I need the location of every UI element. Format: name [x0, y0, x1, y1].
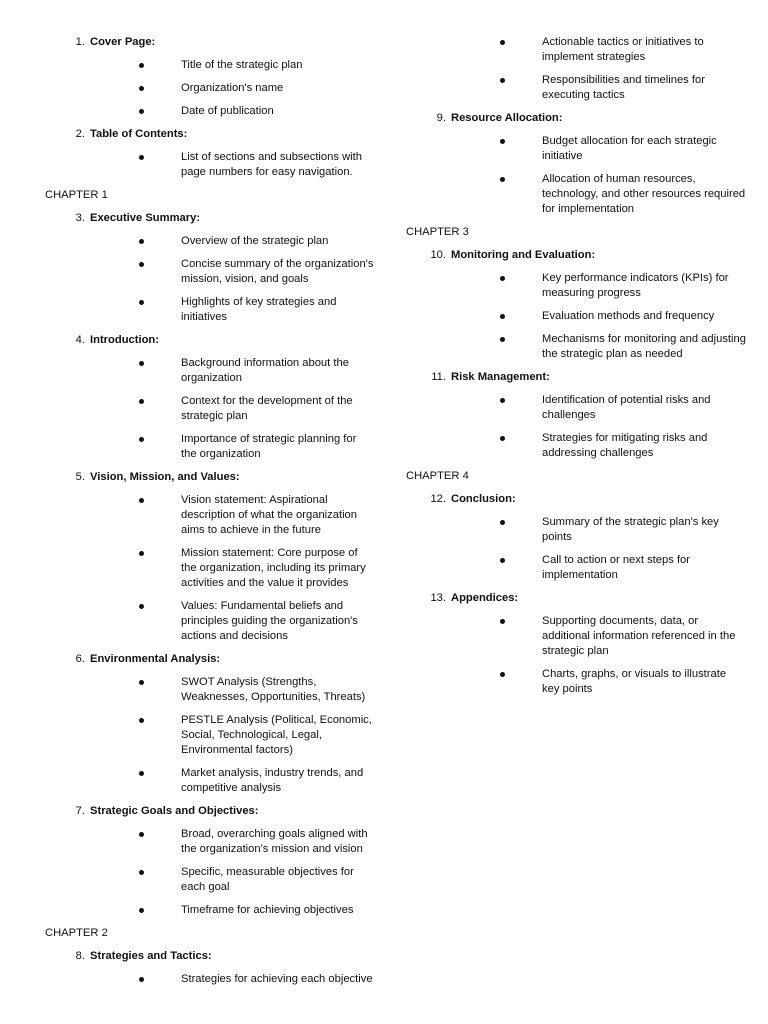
chapter-heading: CHAPTER 2	[45, 927, 108, 939]
bullet-item: Actionable tactics or initiatives to implement strategies	[497, 35, 746, 65]
section-risk-management	[406, 370, 746, 461]
bullet-item: Broad, overarching goals aligned with the organization's mission and vision	[136, 827, 375, 857]
section-number: 1.	[75, 36, 85, 48]
bullet-item: Evaluation methods and frequency	[497, 309, 746, 324]
section-appendices	[406, 591, 746, 697]
section-number: 7.	[75, 805, 85, 817]
section-title: Vision, Mission, and Values:	[90, 471, 240, 483]
bullet-item: Overview of the strategic plan	[136, 234, 375, 249]
bullet-item: Background information about the organization	[136, 356, 375, 386]
bullet-item: Strategies for achieving each objective	[136, 972, 375, 987]
section-number: 12.	[430, 493, 446, 505]
section-title: Executive Summary:	[90, 212, 201, 224]
bullet-item: Concise summary of the organization's mission, vision, and goals	[136, 257, 375, 287]
bullet-list	[90, 827, 375, 918]
section-title: Cover Page:	[90, 36, 156, 48]
bullet-list	[451, 271, 746, 362]
bullet-list	[90, 972, 375, 987]
section-title: Resource Allocation:	[451, 112, 563, 124]
bullet-list	[90, 675, 375, 796]
bullet-item: Mission statement: Core purpose of the organization, including its primary activities and the value it provides	[136, 546, 375, 591]
bullet-list	[90, 234, 375, 325]
section-number: 13.	[430, 592, 446, 604]
bullet-item: Allocation of human resources, technology, and other resources required for implementation	[497, 172, 746, 217]
chapter-heading: CHAPTER 3	[406, 226, 469, 238]
bullet-item: Strategies for mitigating risks and addressing challenges	[497, 431, 746, 461]
bullet-item: List of sections and subsections with page numbers for easy navigation.	[136, 150, 375, 180]
bullet-item: Budget allocation for each strategic initiative	[497, 134, 746, 164]
chapter-heading: CHAPTER 1	[45, 189, 108, 201]
section-number: 9.	[436, 112, 446, 124]
section-title: Strategies and Tactics:	[90, 950, 212, 962]
bullet-list	[451, 134, 746, 217]
bullet-item: Market analysis, industry trends, and competitive analysis	[136, 766, 375, 796]
bullet-item: Date of publication	[136, 104, 375, 119]
section-number: 10.	[430, 249, 446, 261]
bullet-item: SWOT Analysis (Strengths, Weaknesses, Opportunities, Threats)	[136, 675, 375, 705]
bullet-list	[451, 614, 746, 697]
bullet-item: Summary of the strategic plan's key points	[497, 515, 746, 545]
bullet-item: Title of the strategic plan	[136, 58, 375, 73]
section-conclusion	[406, 492, 746, 583]
section-title: Risk Management:	[451, 371, 550, 383]
section-title: Environmental Analysis:	[90, 653, 221, 665]
section-cover-page	[45, 35, 375, 119]
bullet-item: Vision statement: Aspirational description of what the organization aims to achieve in the future	[136, 493, 375, 538]
section-continuation	[406, 35, 746, 103]
section-title: Table of Contents:	[90, 128, 188, 140]
section-title: Conclusion:	[451, 493, 516, 505]
right-column	[406, 35, 746, 705]
bullet-list	[90, 58, 375, 119]
section-number: 3.	[75, 212, 85, 224]
bullet-list	[90, 150, 375, 180]
bullet-item: PESTLE Analysis (Political, Economic, Social, Technological, Legal, Environmental factors)	[136, 713, 375, 758]
bullet-item: Supporting documents, data, or additional information referenced in the strategic plan	[497, 614, 746, 659]
section-environmental-analysis	[45, 652, 375, 796]
section-number: 4.	[75, 334, 85, 346]
section-title: Strategic Goals and Objectives:	[90, 805, 259, 817]
section-number: 5.	[75, 471, 85, 483]
bullet-item: Importance of strategic planning for the organization	[136, 432, 375, 462]
section-number: 11.	[431, 371, 446, 383]
section-strategies-and-tactics	[45, 949, 375, 987]
bullet-item: Timeframe for achieving objectives	[136, 903, 375, 918]
section-strategic-goals-and-objectives	[45, 804, 375, 918]
bullet-item: Specific, measurable objectives for each goal	[136, 865, 375, 895]
section-monitoring-and-evaluation	[406, 248, 746, 362]
bullet-item: Responsibilities and timelines for executing tactics	[497, 73, 746, 103]
section-title: Introduction:	[90, 334, 159, 346]
section-number: 2.	[75, 128, 85, 140]
section-introduction	[45, 333, 375, 462]
bullet-list	[451, 515, 746, 583]
bullet-item: Charts, graphs, or visuals to illustrate key points	[497, 667, 746, 697]
bullet-item: Highlights of key strategies and initiatives	[136, 295, 375, 325]
bullet-item: Mechanisms for monitoring and adjusting the strategic plan as needed	[497, 332, 746, 362]
section-number: 8.	[75, 950, 85, 962]
bullet-item: Context for the development of the strategic plan	[136, 394, 375, 424]
section-table-of-contents	[45, 127, 375, 180]
bullet-list	[90, 493, 375, 644]
bullet-item: Values: Fundamental beliefs and principles guiding the organization's actions and decisions	[136, 599, 375, 644]
bullet-list	[451, 35, 746, 103]
section-executive-summary	[45, 211, 375, 325]
bullet-item: Key performance indicators (KPIs) for measuring progress	[497, 271, 746, 301]
left-column	[45, 35, 375, 995]
bullet-list	[451, 393, 746, 461]
section-vision-mission-and-values	[45, 470, 375, 644]
bullet-item: Call to action or next steps for implementation	[497, 553, 746, 583]
section-title: Appendices:	[451, 592, 519, 604]
section-number: 6.	[75, 653, 85, 665]
section-title: Monitoring and Evaluation:	[451, 249, 596, 261]
bullet-item: Organization's name	[136, 81, 375, 96]
chapter-heading: CHAPTER 4	[406, 470, 469, 482]
bullet-item: Identification of potential risks and challenges	[497, 393, 746, 423]
bullet-list	[90, 356, 375, 462]
section-resource-allocation	[406, 111, 746, 217]
